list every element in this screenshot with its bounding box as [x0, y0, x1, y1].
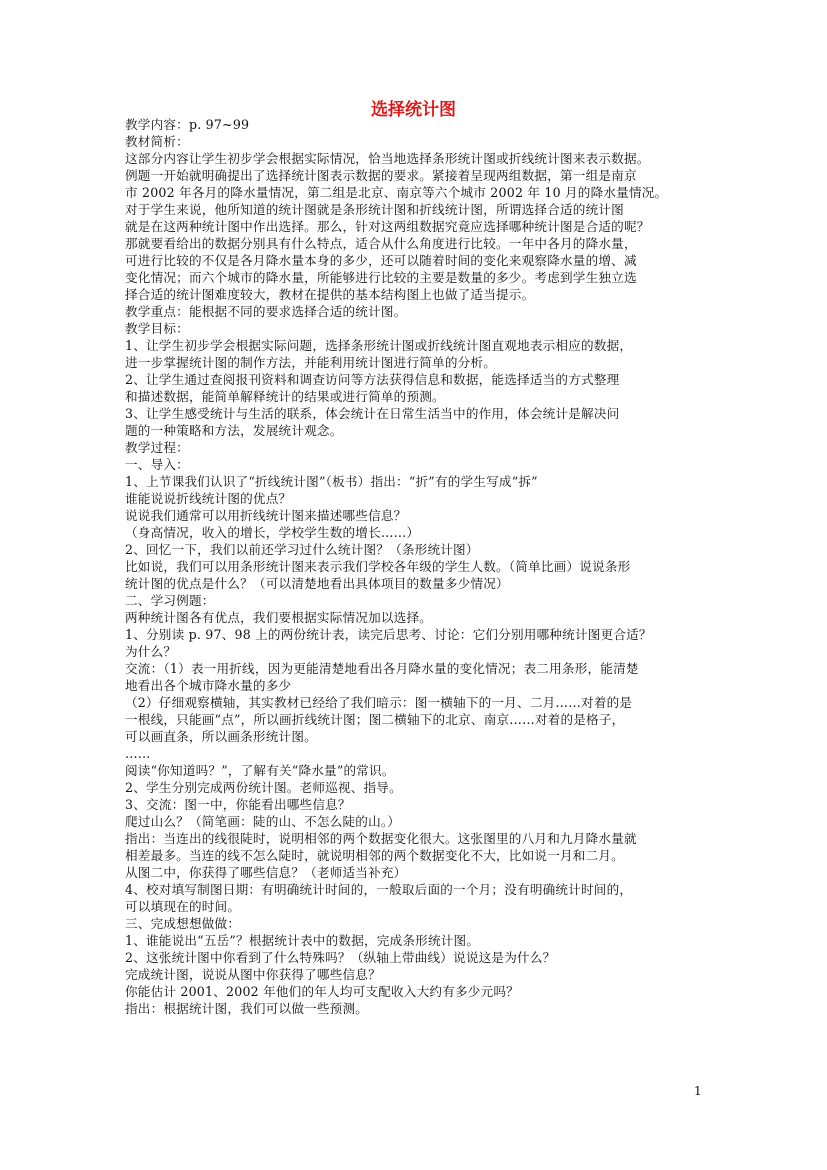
text-line: 和描述数据，能简单解释统计的结果或进行简单的预测。 — [125, 389, 445, 404]
text-line: 教学重点：能根据不同的要求选择合适的统计图。 — [125, 304, 407, 319]
text-line: 阅读“你知道吗？”，了解有关“降水量”的常识。 — [125, 763, 395, 778]
text-line: 为什么？ — [125, 644, 177, 659]
text-line: 谁能说说折线统计图的优点？ — [125, 491, 292, 506]
text-line: 一、导入： — [125, 457, 189, 472]
text-line: 教学目标： — [125, 321, 189, 336]
text-line: 一根线，只能画“点”，所以画折线统计图；图二横轴下的北京、南京……对着的是格子， — [125, 712, 625, 727]
text-line: 爬过山么？（简笔画：陡的山、不怎么陡的山。） — [125, 814, 401, 829]
text-line: 1、让学生初步学会根据实际问题，选择条形统计图或折线统计图直观地表示相应的数据， — [125, 338, 633, 353]
text-line: 可以填现在的时间。 — [125, 899, 241, 914]
text-line: 2、这张统计图中你看到了什么特殊吗？（纵轴上带曲线）说说这是为什么？ — [125, 950, 556, 965]
text-line: 这部分内容让学生初步学会根据实际情况，恰当地选择条形统计图或折线统计图来表示数据。 — [125, 151, 650, 166]
text-line: 三、完成想想做做： — [125, 916, 241, 931]
text-line: 1、分别读 p. 97、98 上的两份统计表，读完后思考、讨论：它们分别用哪种统计图更合适？ — [125, 627, 652, 642]
text-line: 2、让学生通过查阅报刊资料和调查访问等方法获得信息和数据，能选择适当的方式整理 — [125, 372, 620, 387]
text-line: 从图二中，你获得了哪些信息？（老师适当补充） — [125, 865, 407, 880]
text-line: 例题一开始就明确提出了选择统计图表示数据的要求。紧接着呈现两组数据，第一组是南京 — [125, 168, 637, 183]
text-line: 指出：根据统计图，我们可以做一些预测。 — [125, 1001, 369, 1016]
text-line: 择合适的统计图难度较大，教材在提供的基本结构图上也做了适当提示。 — [125, 287, 535, 302]
text-line: 2、回忆一下，我们以前还学习过什么统计图？（条形统计图） — [125, 542, 479, 557]
document-body — [125, 116, 715, 1017]
text-line: 指出：当连出的线很陡时，说明相邻的两个数据变化很大。这张图里的八月和九月降水量就 — [125, 831, 637, 846]
text-line: …… — [125, 746, 151, 761]
text-line: 2、学生分别完成两份统计图。老师巡视、指导。 — [125, 780, 402, 795]
text-line: 你能估计 2001、2002 年他们的年人均可支配收入大约有多少元吗？ — [125, 984, 519, 999]
text-line: 就是在这两种统计图中作出选择。那么，针对这两组数据究竟应选择哪种统计图是合适的呢？ — [125, 219, 650, 234]
text-line: 交流：（1）表一用折线，因为更能清楚地看出各月降水量的变化情况；表二用条形，能清楚 — [125, 661, 639, 676]
text-line: 对于学生来说，他所知道的统计图就是条形统计图和折线统计图，所谓选择合适的统计图 — [125, 202, 624, 217]
text-line: 说说我们通常可以用折线统计图来描述哪些信息？ — [125, 508, 407, 523]
text-line: 进一步掌握统计图的制作方法，并能利用统计图进行简单的分析。 — [125, 355, 497, 370]
text-line: （身高情况，收入的增长，学校学生数的增长……） — [125, 525, 420, 540]
text-line: 教学内容：p. 97~99 — [125, 117, 250, 132]
text-line: 变化情况；而六个城市的降水量，所能够进行比较的主要是数量的多少。考虑到学生独立选 — [125, 270, 637, 285]
text-line: 1、谁能说出“五岳”？根据统计表中的数据，完成条形统计图。 — [125, 933, 480, 948]
text-line: 二、学习例题： — [125, 593, 215, 608]
text-line: 教学过程： — [125, 440, 189, 455]
text-line: 1、上节课我们认识了“折线统计图”（板书）指出：“折”有的学生写成“拆” — [125, 474, 538, 489]
text-line: 两种统计图各有优点，我们要根据实际情况加以选择。 — [125, 610, 433, 625]
text-line: 那就要看给出的数据分别具有什么特点，适合从什么角度进行比较。一年中各月的降水量， — [125, 236, 637, 251]
text-line: 3、让学生感受统计与生活的联系，体会统计在日常生活当中的作用，体会统计是解决问 — [125, 406, 620, 421]
text-line: 可进行比较的不仅是各月降水量本身的多少，还可以随着时间的变化来观察降水量的增、减 — [125, 253, 637, 268]
text-line: 题的一种策略和方法，发展统计观念。 — [125, 423, 343, 438]
text-line: 地看出各个城市降水量的多少 — [125, 678, 292, 693]
text-line: （2）仔细观察横轴，其实教材已经给了我们暗示：图一横轴下的一月、二月……对着的是 — [125, 695, 633, 710]
text-line: 比如说，我们可以用条形统计图来表示我们学校各年级的学生人数。（简单比画）说说条形 — [125, 559, 631, 574]
text-line: 完成统计图，说说从图中你获得了哪些信息？ — [125, 967, 381, 982]
text-line: 统计图的优点是什么？（可以清楚地看出具体项目的数量多少情况） — [125, 576, 509, 591]
text-line: 相差最多。当连的线不怎么陡时，就说明相邻的两个数据变化不大，比如说一月和二月。 — [125, 848, 624, 863]
text-line: 4、校对填写制图日期：有明确统计时间的，一般取后面的一个月；没有明确统计时间的， — [125, 882, 633, 897]
text-line: 教材简析： — [125, 134, 189, 149]
text-line: 市 2002 年各月的降水量情况，第二组是北京、南京等六个城市 2002 年 10 月的降水量情况。 — [125, 185, 668, 200]
page-number: 1 — [694, 1084, 702, 1098]
text-line: 可以画直条，所以画条形统计图。 — [125, 729, 317, 744]
document-title: 选择统计图 — [371, 100, 456, 120]
text-line: 3、交流：图一中，你能看出哪些信息？ — [125, 797, 351, 812]
